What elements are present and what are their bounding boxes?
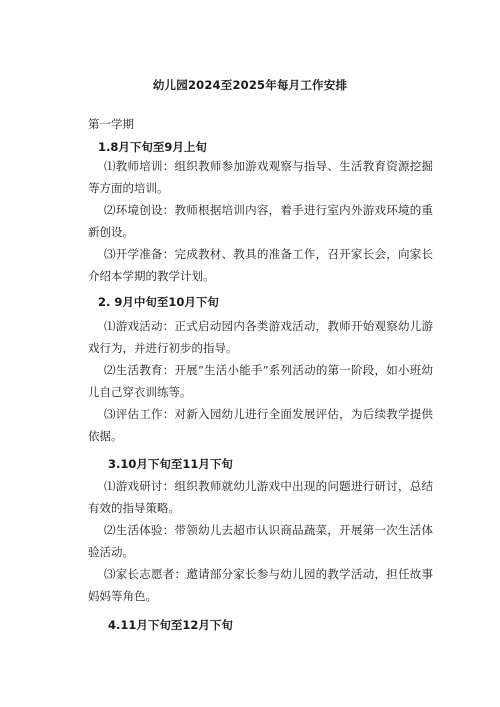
term-label: 第一学期 (88, 117, 134, 131)
section-2-item-1: ⑴游戏活动：正式启动园内各类游戏活动，教师开始观察幼儿游戏行为，并进行初步的指导。 (88, 319, 433, 355)
section-1-item-2: ⑵环境创设：教师根据培训内容，着手进行室内外游戏环境的重新创设。 (88, 203, 433, 239)
section-heading-2: 2. 9月中旬至10月下旬 (98, 295, 219, 309)
section-heading-1: 1.8月下旬至9月上旬 (98, 140, 207, 154)
section-2-item-2: ⑵生活教育：开展“生活小能手”系列活动的第一阶段，如小班幼儿自己穿衣训练等。 (88, 363, 433, 399)
section-heading-4: 4.11月下旬至12月下旬 (108, 618, 233, 632)
section-3-item-3: ⑶家长志愿者：邀请部分家长参与幼儿园的教学活动，担任故事妈妈等角色。 (88, 567, 433, 603)
section-2-item-3: ⑶评估工作：对新入园幼儿进行全面发展评估，为后续教学提供依据。 (88, 407, 433, 443)
section-3-item-2: ⑵生活体验：带领幼儿去超市认识商品蔬菜，开展第一次生活体验活动。 (88, 523, 433, 559)
section-1-item-1: ⑴教师培训：组织教师参加游戏观察与指导、生活教育资源挖掘等方面的培训。 (88, 159, 433, 195)
section-3-item-1: ⑴游戏研讨：组织教师就幼儿游戏中出现的问题进行研讨，总结有效的指导策略。 (88, 479, 433, 515)
section-heading-3: 3.10月下旬至11月下旬 (108, 457, 233, 471)
section-1-item-3: ⑶开学准备：完成教材、教具的准备工作，召开家长会，向家长介绍本学期的教学计划。 (88, 247, 433, 283)
document-title: 幼儿园2024至2025年每月工作安排 (152, 78, 348, 92)
